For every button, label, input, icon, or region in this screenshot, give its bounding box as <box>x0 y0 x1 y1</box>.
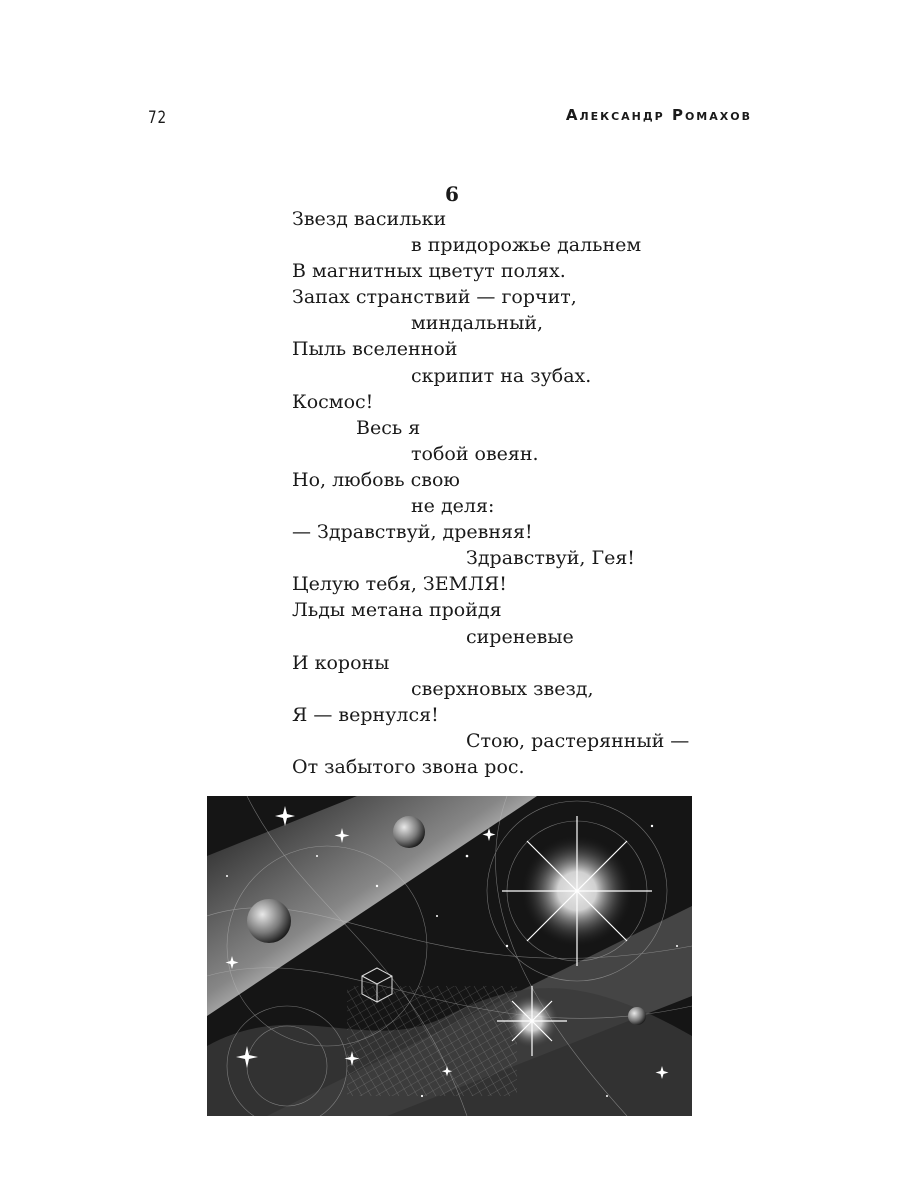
poem-line: Стою, растерянный — <box>466 729 690 752</box>
poem-line: Весь я <box>356 416 421 439</box>
page-number: 72 <box>148 108 167 128</box>
poem-line: Целую тебя, ЗЕМЛЯ! <box>292 573 507 596</box>
poem-line: не деля: <box>411 495 495 518</box>
poem-line: В магнитных цветут полях. <box>292 260 566 283</box>
poem-line: в придорожье дальнем <box>411 234 642 257</box>
poem-line: Льды метана пройдя <box>292 599 502 622</box>
poem-line: сверхновых звезд, <box>411 677 594 700</box>
poem-line: И короны <box>292 651 390 674</box>
poem-line: Пыль вселенной <box>292 338 458 361</box>
poem-line: От забытого звона рос. <box>292 755 525 778</box>
poem-line: скрипит на зубах. <box>411 364 592 387</box>
cosmic-illustration <box>207 796 692 1116</box>
poem-line: Здравствуй, Гея! <box>466 547 635 570</box>
poem-line: тобой овеян. <box>411 442 539 465</box>
poem-line: сиреневые <box>466 625 574 648</box>
poem-line: Запах странствий — горчит, <box>292 286 577 309</box>
poem-line: миндальный, <box>411 312 544 335</box>
poem-line: Космос! <box>292 390 374 413</box>
poem-line: — Здравствуй, древняя! <box>292 521 533 544</box>
poem-text <box>292 206 752 780</box>
space-engraving-image <box>207 796 692 1116</box>
poem-line: Я — вернулся! <box>292 703 439 726</box>
running-head-author: Александр Ромахов <box>565 106 752 124</box>
poem-number: 6 <box>445 182 459 206</box>
poem-line: Но, любовь свою <box>292 468 460 491</box>
poem-line: Звезд васильки <box>292 208 447 230</box>
